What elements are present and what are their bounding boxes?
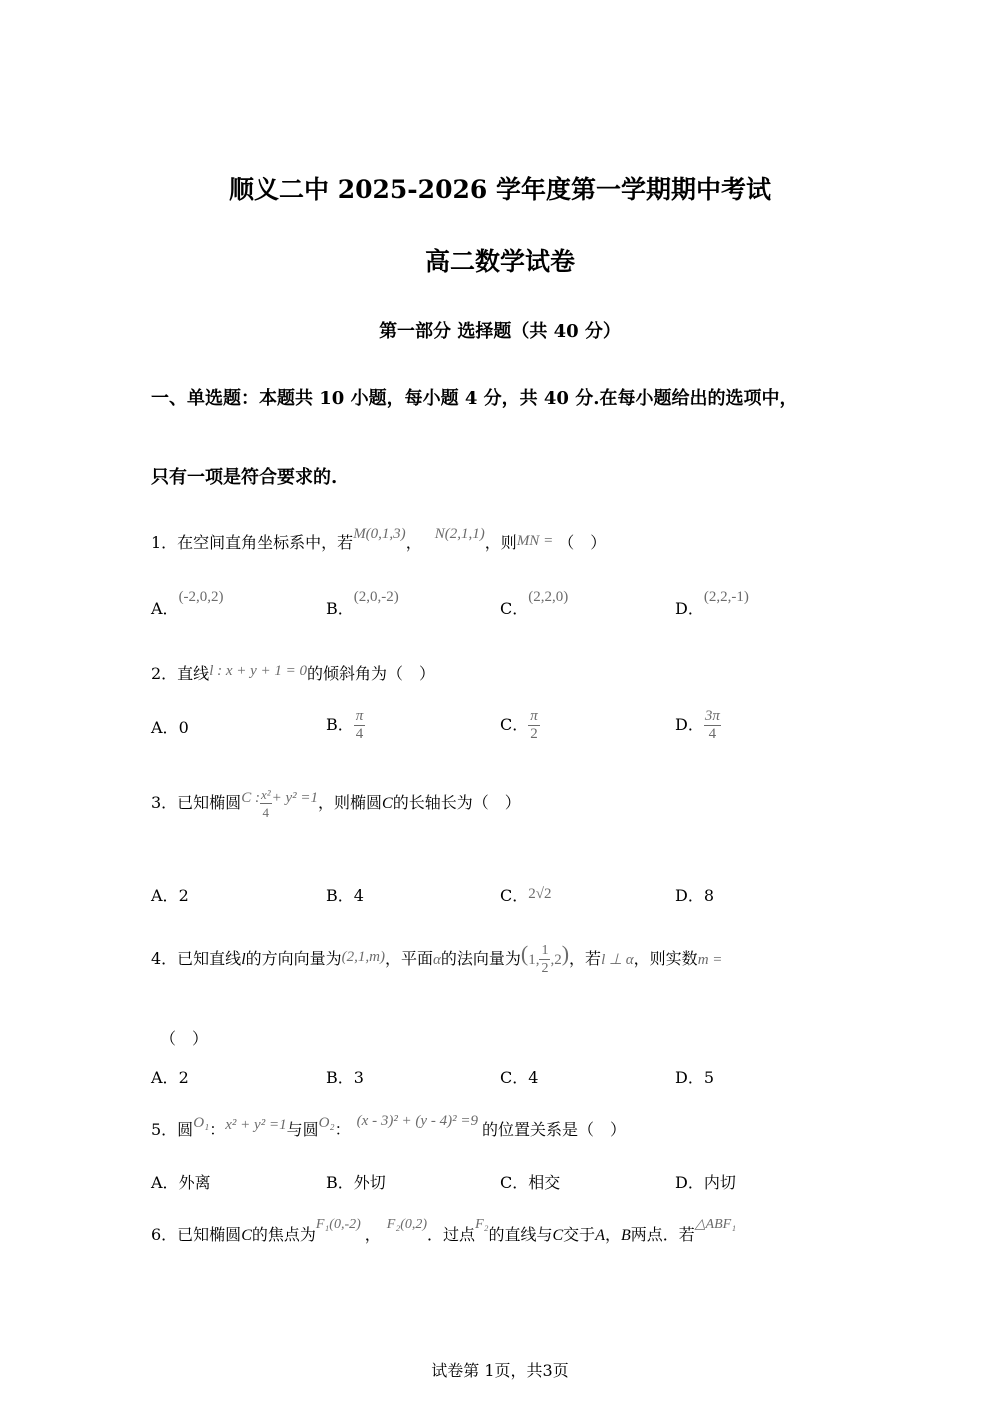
question-text: 的倾斜角为（ ） [307,664,436,683]
option-a: A．0 [151,718,189,737]
question-text: ，则 [484,533,517,552]
option-d: D．5 [675,1068,715,1087]
math-expr: l ⊥ α [601,952,634,968]
question-text: 3．已知椭圆 [151,793,242,812]
math-var: C [241,1227,252,1244]
question-text: ， [405,533,422,552]
option-a: A．2 [151,1068,189,1087]
question-text: 交于 [563,1225,596,1244]
option-c: C．(2,2,0) [500,589,569,618]
math-var: l [241,951,246,968]
question-text: ： [209,1120,226,1139]
option-d: D．内切 [675,1173,736,1192]
question-text: ，若 [569,949,602,968]
section-heading-line1: 一、单选题：本题共 10 小题，每小题 4 分，共 40 分.在每小题给出的选项中， [151,388,798,409]
question-text: 1．在空间直角坐标系中，若 [151,533,354,552]
answer-bracket: （ ） [160,1029,209,1048]
option-c: C．相交 [500,1173,561,1192]
math-expr: △ABF₁ [694,1217,737,1232]
fraction: $\frac{1}{2}$ [541,943,549,976]
exam-subtitle: 高二数学试卷 [424,247,575,276]
question-text: 的焦点为 [251,1225,316,1244]
option-a: A．2 [151,886,189,905]
math-expr: m = [697,952,723,968]
math-expr: x² + y² =1 [225,1117,287,1133]
fraction: $\frac{\text{x²}}{4}$ [260,787,271,820]
question-text: ， [364,1225,381,1244]
question-text: 的法向量为 [440,949,521,968]
option-b: B．(2,0,-2) [326,589,399,618]
math-var: A [595,1227,605,1244]
question-6 [151,1217,737,1245]
math-expr: N(2,1,1) [434,526,485,542]
question-text: 的方向向量为 [245,949,342,968]
math-var: O₂ [318,1115,335,1131]
question-text: 与圆 [286,1120,319,1139]
math-expr: 1, [528,952,540,968]
option-a: A．(-2,0,2) [151,589,224,618]
math-expr: (2,1,m) [341,949,385,965]
option-b: B． $\frac{\pi}{4}$ [326,708,364,742]
option-b: B．4 [326,886,364,905]
section-heading-line2: 只有一项是符合要求的. [151,467,338,488]
math-var: F₂ [475,1217,489,1232]
question-1 [151,526,607,553]
question-text: ： [334,1120,351,1139]
question-text: 4．已知直线 [151,949,242,968]
math-var: O₁ [193,1115,210,1131]
math-expr: + y² =1 [271,790,319,806]
answer-bracket: （ ） [558,533,607,552]
exam-title: 顺义二中 2025-2026 学年度第一学期期中考试 [229,175,771,204]
question-text: 5．圆 [151,1120,194,1139]
option-d: D． $\frac{3\pi}{4}$ [675,708,720,742]
part-heading: 第一部分 选择题（共 40 分） [379,321,621,342]
question-text: 的长轴长为（ ） [392,793,521,812]
math-var: B [620,1227,631,1244]
question-3 [151,786,521,821]
vector-mn: MN = [516,533,554,549]
option-a: A．外离 [151,1173,211,1192]
option-c: C． $\frac{\pi}{2}$ [500,708,538,742]
option-b: B．3 [326,1068,364,1087]
question-text: 6．已知椭圆 [151,1225,242,1244]
question-text: ，则实数 [633,949,698,968]
math-var: C [552,1227,564,1244]
option-c: C．2√2 [500,886,552,905]
math-expr: l : x + y + 1 = 0 [209,663,308,679]
question-2 [151,661,435,684]
math-expr: ,2 [550,952,562,968]
math-var: C [382,795,393,812]
question-text: 2．直线 [151,664,210,683]
paren-open: ( [520,941,529,966]
question-text: ．过点 [427,1225,476,1244]
option-b: B．外切 [326,1173,386,1192]
option-c: C．4 [500,1068,539,1087]
question-5 [151,1113,626,1140]
math-expr: C : [241,790,260,806]
question-text: 的位置关系是（ ） [481,1120,626,1139]
math-var: α [433,952,441,968]
question-text: ，则椭圆 [318,793,383,812]
option-d: D．(2,2,-1) [675,589,749,618]
question-text: 的直线与 [488,1225,553,1244]
math-expr: (x - 3)² + (y - 4)² =9 [356,1113,478,1129]
page-footer: 试卷第 1页，共3页 [431,1361,569,1380]
math-expr: F₂(0,2) [386,1217,428,1232]
question-text: 两点．若 [630,1225,695,1244]
question-4 [151,942,722,977]
math-expr: M(0,1,3) [353,526,406,542]
option-d: D．8 [675,886,715,905]
math-expr: F₁(0,-2) [315,1217,361,1232]
question-text: ， [604,1225,621,1244]
paren-close: ) [561,941,570,966]
question-text: ，平面 [384,949,433,968]
